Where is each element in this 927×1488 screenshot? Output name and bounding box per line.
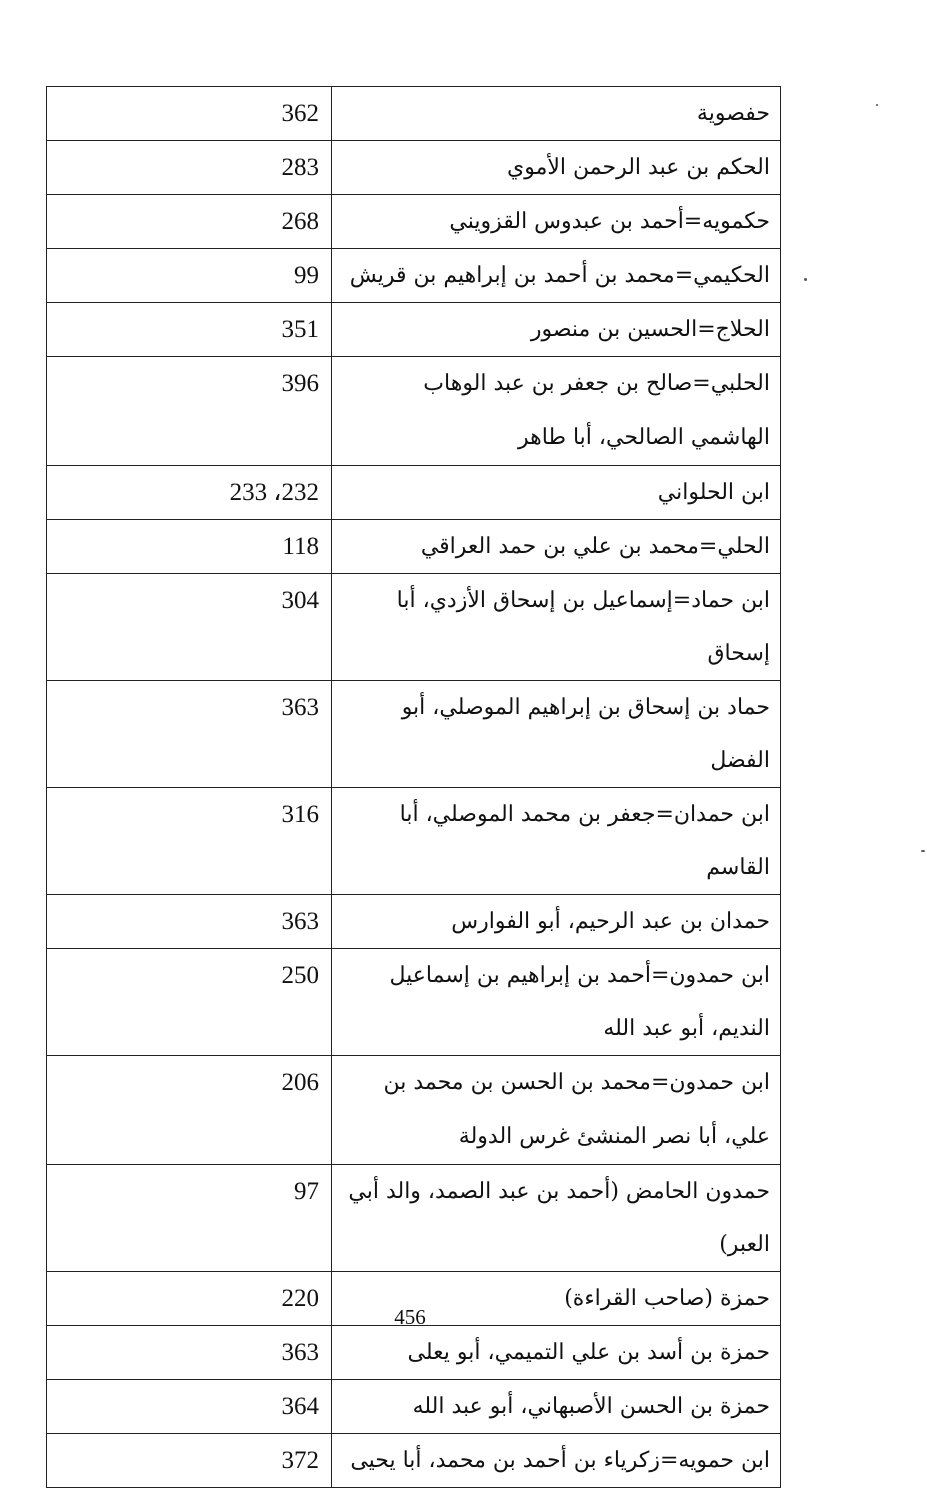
scan-speck <box>804 278 807 281</box>
page-refs: 220 <box>47 1272 332 1326</box>
table-row <box>47 1326 781 1380</box>
table-row <box>47 1165 781 1272</box>
table-row <box>47 249 781 303</box>
entry-name: الحكم بن عبد الرحمن الأموي <box>332 141 781 195</box>
entry-name: حمزة بن أسد بن علي التميمي، أبو يعلى <box>332 1326 781 1380</box>
page-refs: 97 <box>47 1165 332 1272</box>
entry-name: الحكيمي=محمد بن أحمد بن إبراهيم بن قريش <box>332 249 781 303</box>
entry-name: الحلبي=صالح بن جعفر بن عبد الوهاب الهاشمي الصالحي، أبا طاهر <box>332 357 781 466</box>
page-refs: 364 <box>47 1380 332 1434</box>
table-row <box>47 1434 781 1488</box>
page-refs: 233 ،232 <box>47 466 332 520</box>
page-refs: 118 <box>47 520 332 574</box>
page-refs: 363 <box>47 895 332 949</box>
table-row <box>47 520 781 574</box>
entry-name: حمزة بن الحسن الأصبهاني، أبو عبد الله <box>332 1380 781 1434</box>
table-row <box>47 87 781 141</box>
page-refs: 351 <box>47 303 332 357</box>
table-row <box>47 949 781 1056</box>
page-refs: 304 <box>47 574 332 681</box>
entry-name: حمدان بن عبد الرحيم، أبو الفوارس <box>332 895 781 949</box>
scan-speck <box>921 850 925 852</box>
table-row <box>47 357 781 466</box>
table-row <box>47 1056 781 1165</box>
entry-name: ابن حمدون=أحمد بن إبراهيم بن إسماعيل النديم، أبو عبد الله <box>332 949 781 1056</box>
table-row <box>47 141 781 195</box>
entry-name: ابن حمدون=محمد بن الحسن بن محمد بن علي، أبا نصر المنشئ غرس الدولة <box>332 1056 781 1165</box>
page-refs: 206 <box>47 1056 332 1165</box>
table-row <box>47 895 781 949</box>
entry-name: حماد بن إسحاق بن إبراهيم الموصلي، أبو الفضل <box>332 681 781 788</box>
table-row <box>47 466 781 520</box>
page-refs: 316 <box>47 788 332 895</box>
table-row <box>47 574 781 681</box>
page-refs: 362 <box>47 87 332 141</box>
entry-name: الحلي=محمد بن علي بن حمد العراقي <box>332 520 781 574</box>
page-refs: 363 <box>47 1326 332 1380</box>
page-refs: 268 <box>47 195 332 249</box>
table-row <box>47 303 781 357</box>
table-row <box>47 1380 781 1434</box>
page-refs: 363 <box>47 681 332 788</box>
entry-name: حمدون الحامض (أحمد بن عبد الصمد، والد أبي العبر) <box>332 1165 781 1272</box>
entry-name: ابن حمويه=زكرياء بن أحمد بن محمد، أبا يحيى <box>332 1434 781 1488</box>
page-refs: 283 <box>47 141 332 195</box>
table-row <box>47 681 781 788</box>
entry-name: الحلاج=الحسين بن منصور <box>332 303 781 357</box>
entry-name: حفصوية <box>332 87 781 141</box>
entry-name: ابن حمدان=جعفر بن محمد الموصلي، أبا القاسم <box>332 788 781 895</box>
page-refs: 372 <box>47 1434 332 1488</box>
entry-name: حمزة (صاحب القراءة) <box>332 1272 781 1326</box>
table-row <box>47 195 781 249</box>
entry-name: ابن حماد=إسماعيل بن إسحاق الأزدي، أبا إسحاق <box>332 574 781 681</box>
page-number: 456 <box>394 1305 426 1329</box>
name-index-table <box>46 86 781 1488</box>
table-row <box>47 788 781 895</box>
entry-name: ابن الحلواني <box>332 466 781 520</box>
page-refs: 396 <box>47 357 332 466</box>
page-refs: 99 <box>47 249 332 303</box>
entry-name: حكمويه=أحمد بن عبدوس القزويني <box>332 195 781 249</box>
page-refs: 250 <box>47 949 332 1056</box>
scan-speck <box>876 104 878 106</box>
